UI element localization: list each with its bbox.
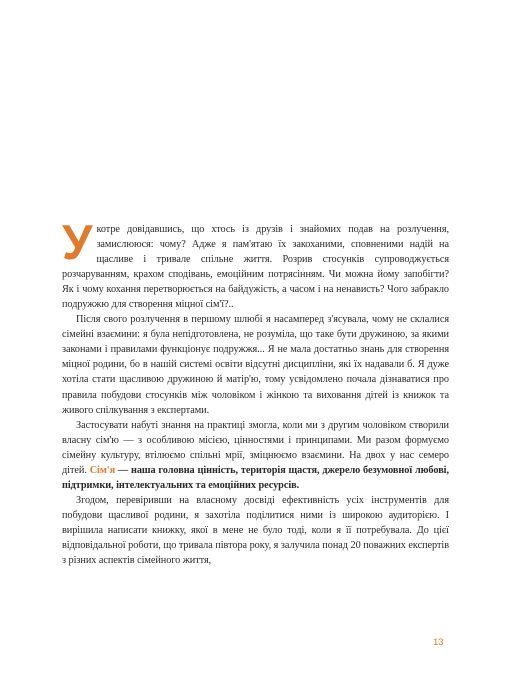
drop-cap: У <box>62 216 93 270</box>
paragraph-3-text: Застосувати набуті знання на практиці змогла, коли ми з другим чоловіком створили власну сім'ю — з особливою місією, цінностями і принципами. Ми разом формуємо сімейну культуру, втілюємо спільні мрії, зміцнюємо взаємини. На двох у нас семеро дітей. <box>62 419 449 476</box>
family-definition: — наша головна цінність, територія щастя, джерело безумовної любові, підтримки, інтелектуальних та емоційних ресурсів. <box>62 464 449 491</box>
paragraph-3 <box>62 418 449 493</box>
page-number: 13 <box>433 637 444 648</box>
family-highlight: Сім'я <box>89 464 116 476</box>
paragraph-4: Згодом, перевіривши на власному досвіді ефективність усіх інструментів для побудови щасливої родини, я захотіла поділитися ними із широкою аудиторією. І вирішила написати книжку, якої в мене не було тоді, коли я її потребувала. До цієї відповідальної роботи, що тривала півтора року, я залучила понад 20 поважних експертів з різних аспектів сімейного життя, <box>62 494 449 567</box>
paragraph-1-text: котре довідавшись, що хтось із друзів і знайомих подав на розлучення, замислююся: чому? Адже я пам'ятаю їх закоханими, сповненими надій на щасливе і тривале спільне життя. Розрив стосунків супроводжується розчаруванням, крахом сподівань, емоційним потрясінням. Чи можна йому запобігти? Як і чому кохання перетворюється на байдужість, а часом і на ненависть? Чого забракло подружжю для створення міцної сім'ї?.. <box>62 224 449 311</box>
body-text <box>62 216 449 568</box>
paragraph-1 <box>62 216 449 312</box>
paragraph-2: Після свого розлучення в першому шлюбі я насамперед з'ясувала, чому не склалися сімейні взаємини: я була непідготовлена, не розуміла, що таке бути дружиною, за якими законами і правилами функціонує подружжя... Я не мала достатньо знань для створення міцної родини, бо в нашій системі освіти відсутні дисципліни, які їх надавали б. Я дуже хотіла стати щасливою дружиною й матір'ю, тому усвідомлено почала дізнаватися про правила побудови стосунків між чоловіком і жінкою та виховання дітей із книжок та живого спілкування з експертами. <box>62 314 449 416</box>
